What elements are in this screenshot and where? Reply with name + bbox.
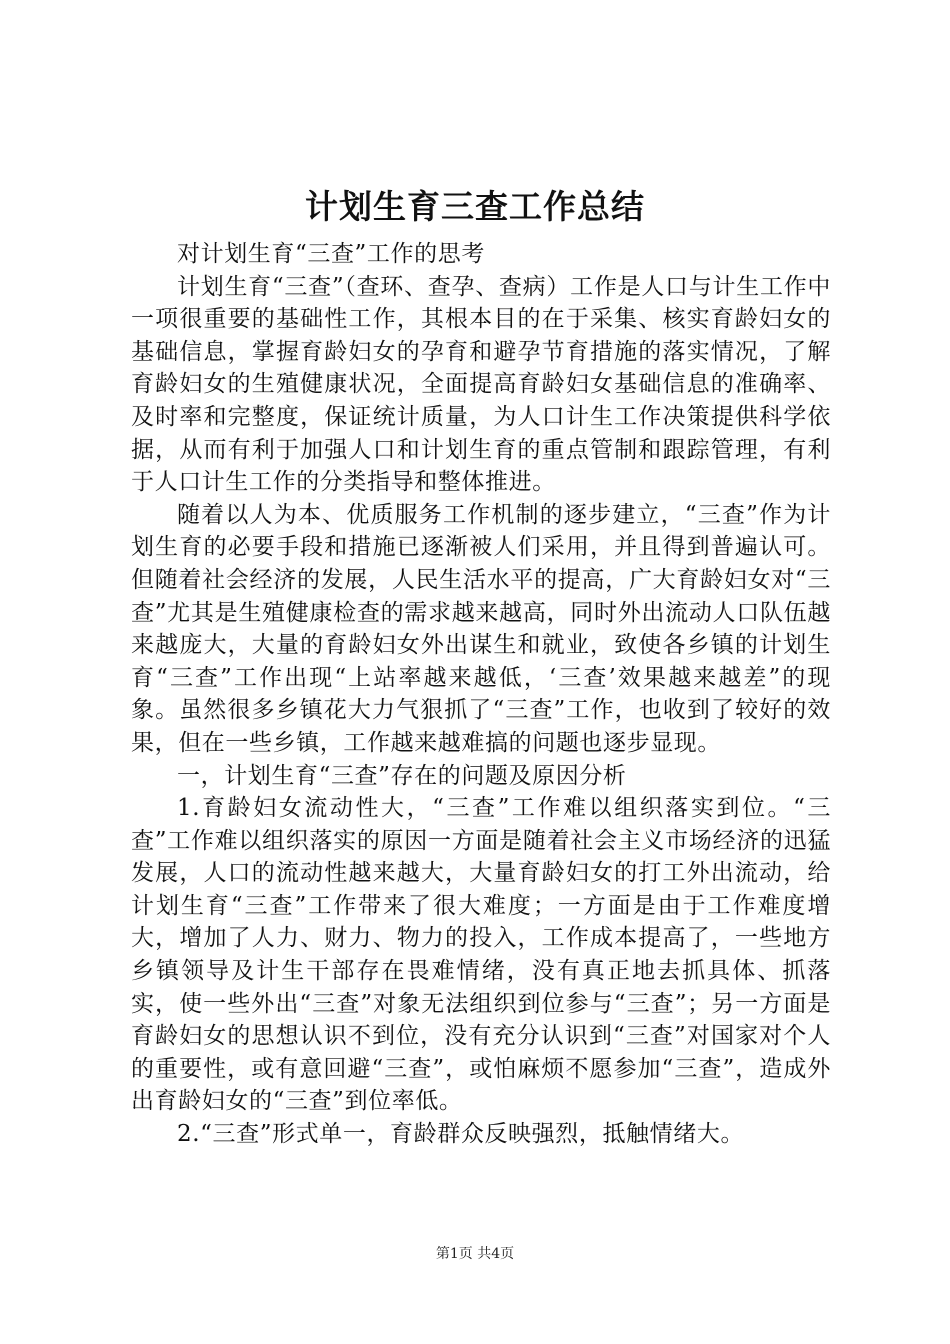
paragraph: 2.“三查”形式单一，育龄群众反映强烈，抵触情绪大。 <box>177 1121 745 1148</box>
paragraph: 1.育龄妇女流动性大，“三查”工作难以组织落实到位。“三查”工作难以组织落实的原因一方面是随着社会主义市场经济的迅猛发展，人口的流动性越来越大，大量育龄妇女的打工外出流动，给计划生育“三查”工作带来了很大难度；一方面是由于工作难度增大，增加了人力、财力、物力的投入，工作成本提高了，一些地方乡镇领导及计生干部存在畏难情绪，没有真正地去抓具体、抓落实，使一些外出“三查”对象无法组织到位参与“三查”；另一方面是育龄妇女的思想认识不到位，没有充分认识到“三查”对国家对个人的重要性，或有意回避“三查”，或怕麻烦不愿参加“三查”，造成外出育龄妇女的“三查”到位率低。 <box>131 795 831 1115</box>
paragraph: 随着以人为本、优质服务工作机制的逐步建立，“三查”作为计划生育的必要手段和措施已逐渐被人们采用，并且得到普遍认可。但随着社会经济的发展，人民生活水平的提高，广大育龄妇女对“三查”尤其是生殖健康检查的需求越来越高，同时外出流动人口队伍越来越庞大，大量的育龄妇女外出谋生和就业，致使各乡镇的计划生育“三查”工作出现“上站率越来越低，‘三查’效果越来越差”的现象。虽然很多乡镇花大力气狠抓了“三查”工作，也收到了较好的效果，但在一些乡镇，工作越来越难搞的问题也逐步显现。 <box>131 501 831 756</box>
section-heading: 对计划生育“三查”工作的思考 <box>177 241 485 267</box>
document-body <box>131 238 831 1151</box>
section-heading: 一，计划生育“三查”存在的问题及原因分析 <box>177 762 627 789</box>
document-title: 计划生育三查工作总结 <box>305 187 645 226</box>
page-number-footer: 第1页 共4页 <box>435 1246 515 1262</box>
paragraph: 计划生育“三查”（查环、查孕、查病）工作是人口与计生工作中一项很重要的基础性工作，其根本目的在于采集、核实育龄妇女的基础信息，掌握育龄妇女的孕育和避孕节育措施的落实情况，了解育龄妇女的生殖健康状况，全面提高育龄妇女基础信息的准确率、及时率和完整度，保证统计质量，为人口计生工作决策提供科学依据，从而有利于加强人口和计划生育的重点管制和跟踪管理，有利于人口计生工作的分类指导和整体推进。 <box>131 273 831 496</box>
